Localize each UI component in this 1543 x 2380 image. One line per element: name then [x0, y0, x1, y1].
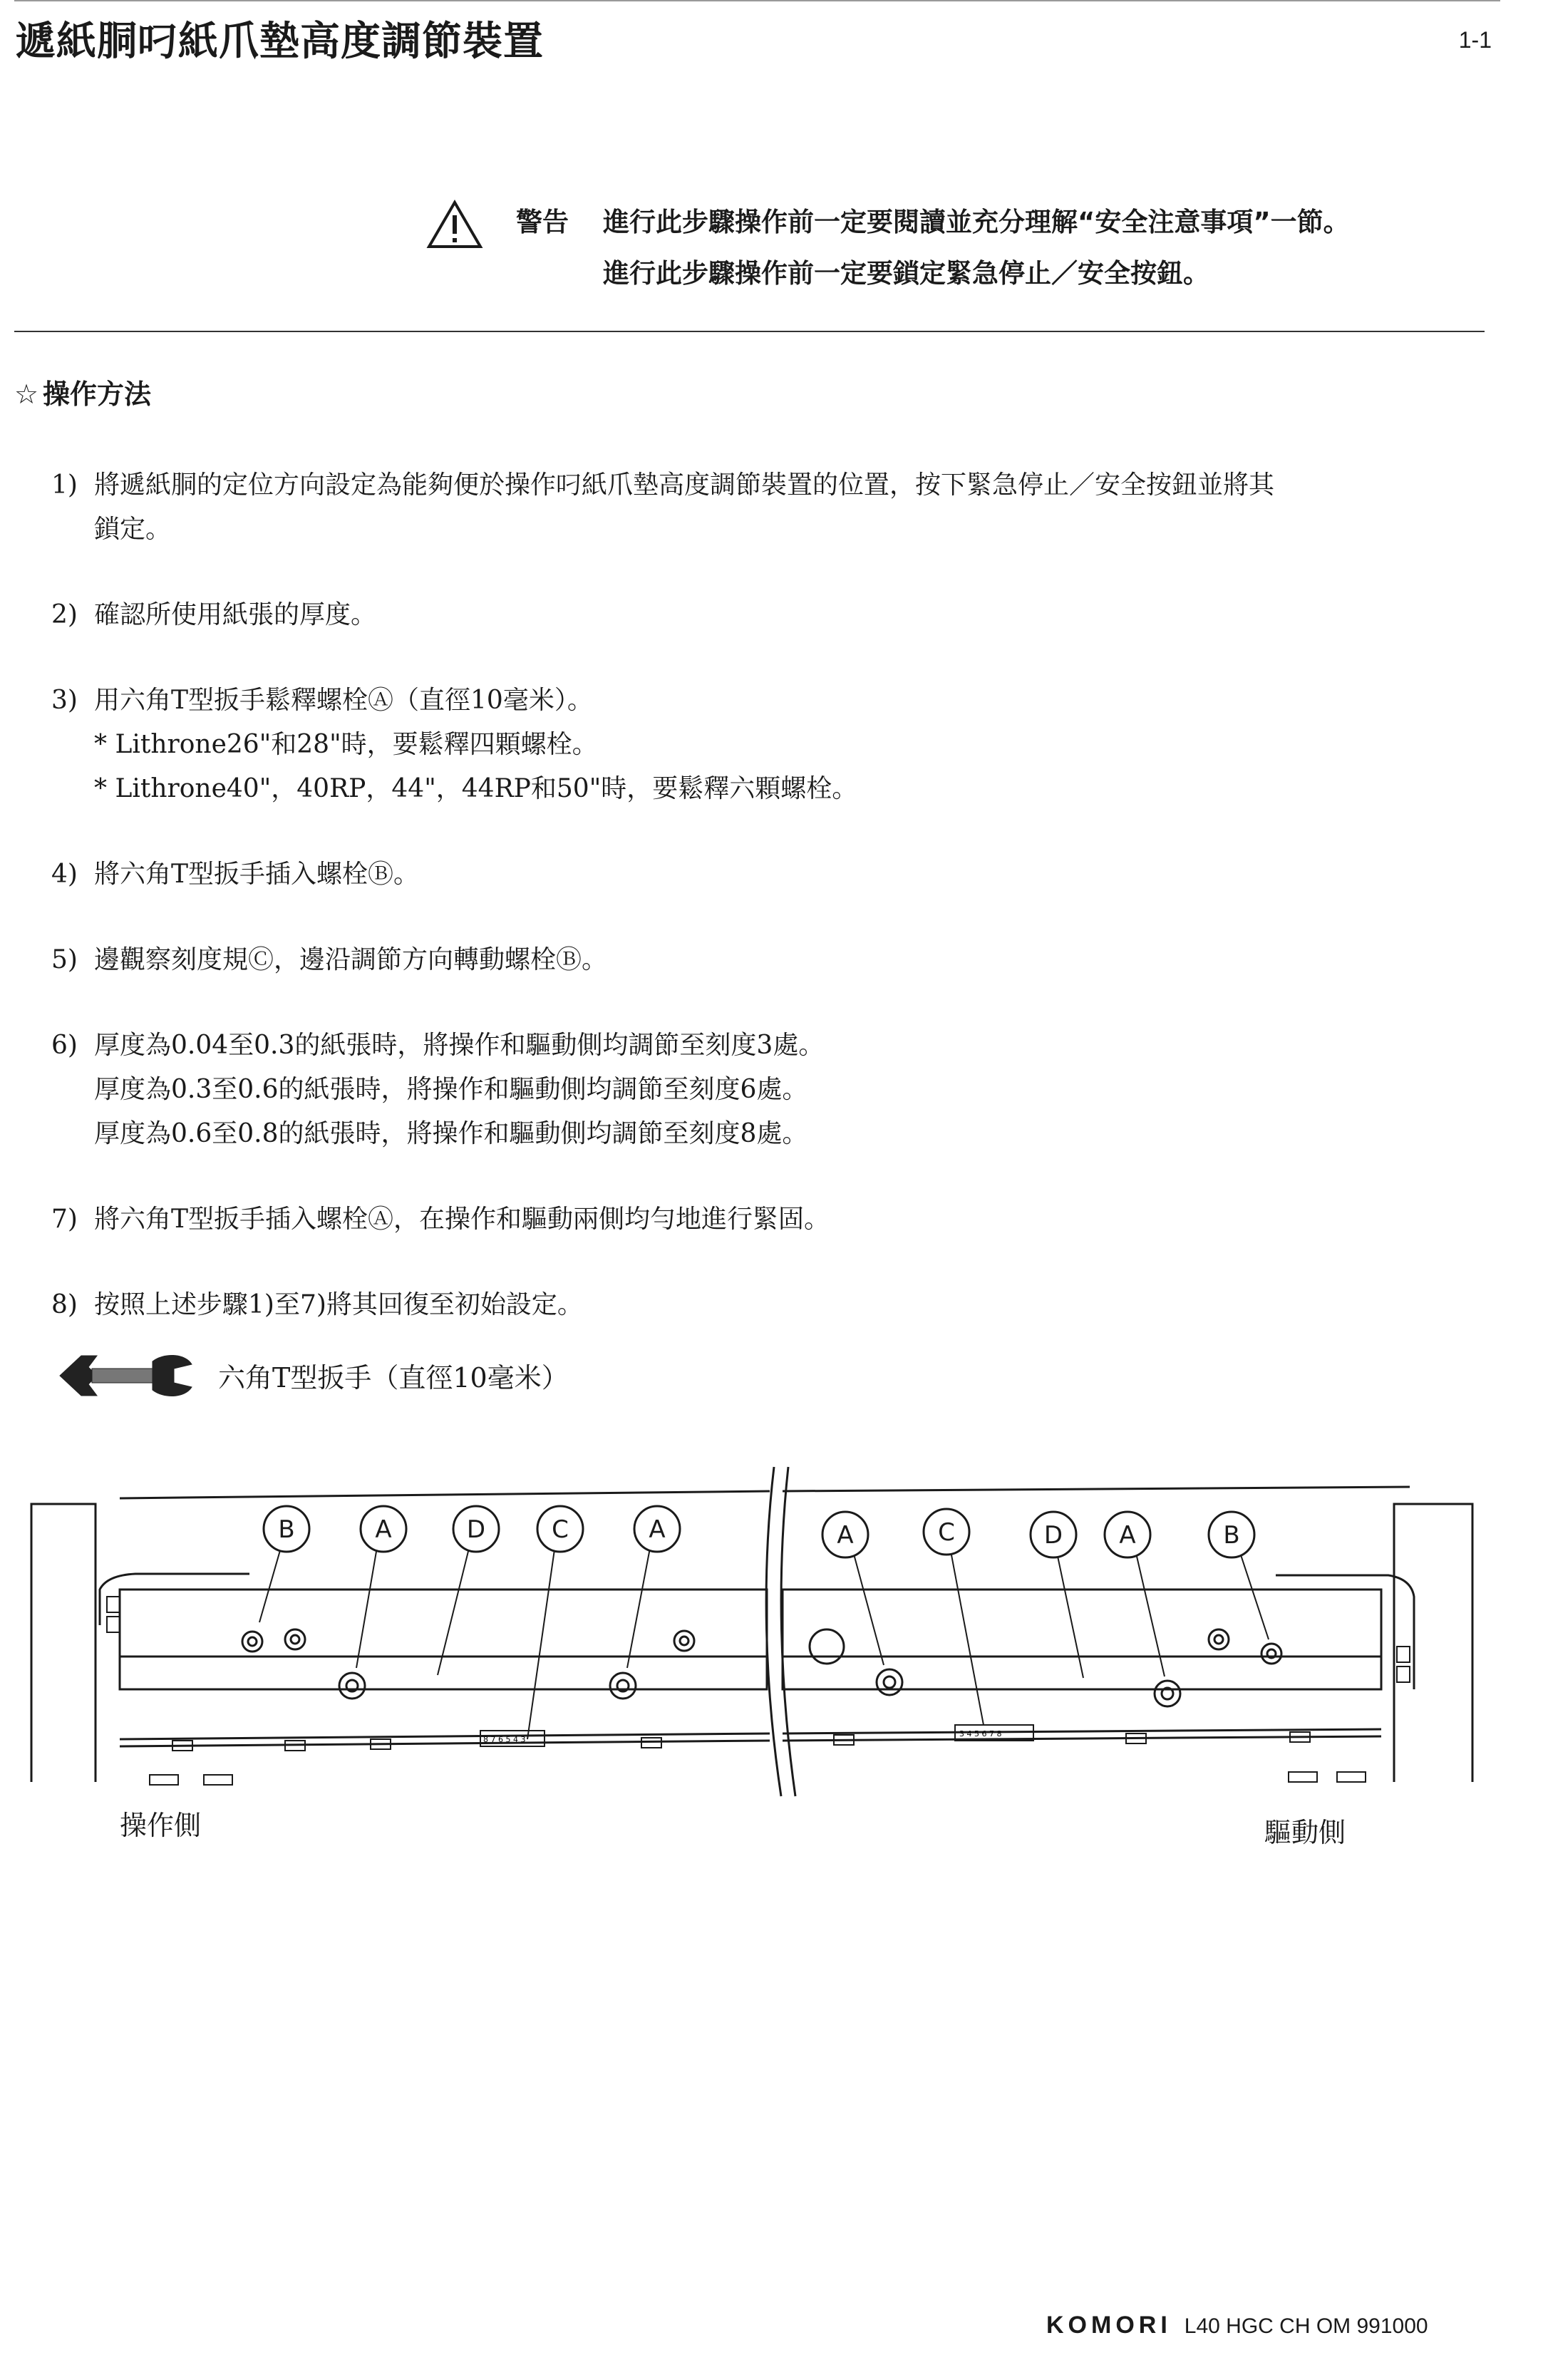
drive-side-label: 驅動側: [1264, 1817, 1346, 1848]
step-line: 將遞紙胴的定位方向設定為能夠便於操作叼紙爪墊高度調節裝置的位置，按下緊急停止／安全按鈕並將其: [94, 470, 1275, 500]
hex-bolt-center: [810, 1629, 844, 1664]
callout-b: B: [278, 1515, 295, 1544]
section-heading: [14, 372, 151, 411]
callout-d: D: [466, 1515, 486, 1544]
step-line: 鎖定。: [94, 515, 172, 544]
callout-a: A: [649, 1515, 666, 1544]
step-item: [51, 1024, 1470, 1156]
bolt-b-right: [1261, 1644, 1281, 1664]
page-title: 遞紙胴叼紙爪墊高度調節裝置: [16, 19, 544, 65]
rail-top-left: [120, 1491, 770, 1498]
frame-right: [1394, 1504, 1472, 1782]
body-left: [120, 1590, 767, 1689]
callout-a: A: [1119, 1521, 1136, 1550]
step-line: * Lithrone26"和28"時，要鬆釋四顆螺栓。: [94, 730, 598, 759]
step-line: 將六角T型扳手插入螺栓Ⓐ，在操作和驅動兩側均勻地進行緊固。: [94, 1205, 830, 1234]
bolt-right-3: [1209, 1629, 1229, 1649]
brand-logo: KOMORI: [1046, 2312, 1172, 2339]
gripper-pad-diagram: [0, 1454, 1543, 1810]
tool-note: [53, 1340, 765, 1418]
step-number: 2): [51, 600, 78, 629]
step-item: [51, 463, 1470, 552]
callout-c: C: [552, 1515, 569, 1544]
warning-triangle-icon: [426, 200, 483, 249]
step-number: 4): [51, 860, 78, 889]
step-item: [51, 938, 1470, 982]
footer: [1046, 2312, 1428, 2339]
step-line: 確認所使用紙張的厚度。: [94, 600, 377, 629]
step-line: 厚度為0.3至0.6的紙張時，將操作和驅動側均調節至刻度6處。: [94, 1075, 808, 1104]
bolt-left-3: [674, 1631, 694, 1651]
step-number: 6): [51, 1031, 78, 1060]
warning-text: [603, 197, 1350, 299]
step-item: [51, 1283, 1470, 1327]
scale-text-left: 8 7 6 5 4 3: [483, 1735, 526, 1744]
step-number: 7): [51, 1205, 78, 1234]
bolt-a-right-2: [1155, 1681, 1180, 1706]
frame-left: [31, 1504, 96, 1782]
wrench-icon: [53, 1340, 195, 1411]
callout-c: C: [938, 1518, 955, 1547]
document-code: L40 HGC CH OM 991000: [1184, 2314, 1428, 2338]
warning-line: 進行此步驟操作前一定要鎖定緊急停止／安全按鈕。: [603, 258, 1209, 289]
top-rule: [14, 0, 1500, 1]
step-number: 5): [51, 945, 78, 974]
callout-a: A: [837, 1521, 854, 1550]
rail-top-right: [783, 1487, 1410, 1491]
step-item: [51, 593, 1470, 637]
bolt-a-right-1: [877, 1669, 902, 1695]
step-line: * Lithrone40"，40RP，44"，44RP和50"時，要鬆釋六顆螺栓。: [94, 774, 858, 803]
operator-side-label: 操作側: [120, 1810, 202, 1841]
step-line: 厚度為0.04至0.3的紙張時，將操作和驅動側均調節至刻度3處。: [94, 1031, 825, 1060]
step-item: [51, 852, 1470, 897]
step-item: [51, 1197, 1470, 1242]
callout-d: D: [1043, 1521, 1063, 1550]
steps-list: [51, 463, 1470, 1369]
bolt-b-left: [242, 1632, 262, 1652]
end-cap-left: [100, 1574, 249, 1625]
step-number: 1): [51, 470, 78, 500]
page-number: 1-1: [1458, 27, 1492, 53]
step-line: 用六角T型扳手鬆釋螺栓Ⓐ（直徑10毫米）。: [94, 686, 593, 715]
tool-label: 六角T型扳手（直徑10毫米）: [218, 1362, 569, 1394]
warning-line: 進行此步驟操作前一定要閱讀並充分理解“安全注意事項”一節。: [603, 207, 1350, 237]
callout-a: A: [375, 1515, 392, 1544]
callout-b: B: [1223, 1521, 1240, 1550]
bolt-a-left-2: [610, 1673, 636, 1699]
step-number: 8): [51, 1290, 78, 1319]
step-line: 厚度為0.6至0.8的紙張時，將操作和驅動側均調節至刻度8處。: [94, 1119, 808, 1148]
bolt-a-left-1: [339, 1673, 365, 1699]
scale-text-right: 3 4 5 6 7 8: [959, 1729, 1002, 1738]
step-line: 將六角T型扳手插入螺栓Ⓑ。: [94, 860, 420, 889]
step-item: [51, 679, 1470, 811]
section-heading-text: 操作方法: [43, 378, 152, 410]
step-number: 3): [51, 686, 78, 715]
separator-line: [14, 331, 1485, 332]
warning-label: 警告: [516, 207, 569, 237]
step-line: 邊觀察刻度規Ⓒ，邊沿調節方向轉動螺栓Ⓑ。: [94, 945, 608, 974]
bolt-left-2: [285, 1629, 305, 1649]
step-line: 按照上述步驟1)至7)將其回復至初始設定。: [94, 1290, 583, 1319]
star-icon: ☆: [14, 378, 39, 410]
break-mark: [766, 1467, 781, 1796]
